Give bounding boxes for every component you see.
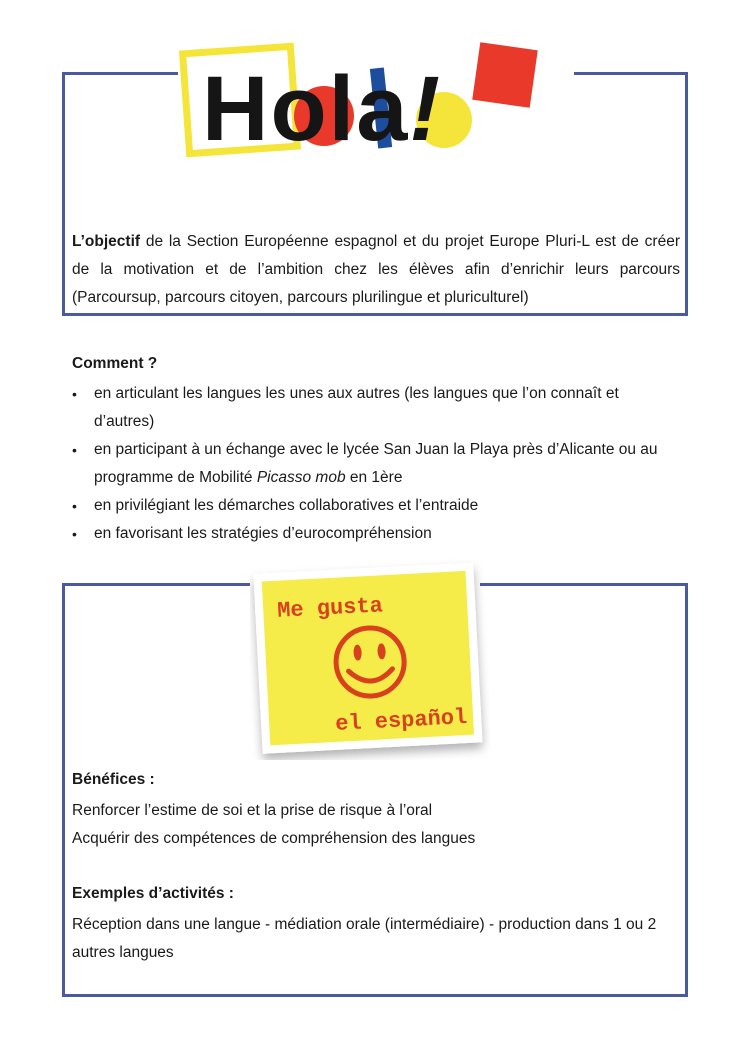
benefit-line-2: Acquérir des compétences de compréhension des langues (72, 830, 476, 847)
hola-text: Hola! (202, 58, 443, 160)
benefit-line-1: Renforcer l’estime de soi et la prise de risque à l’oral (72, 802, 433, 819)
intro-paragraph (72, 228, 680, 312)
list-item: • en privilégiant les démarches collaboratives et l’entraide (72, 492, 682, 520)
intro-text: de la Section Européenne espagnol et du projet Europe Pluri-L est de créer de la motivation et de l’ambition chez les élèves afin d’enrichir leurs parcours (Parcoursup, parcours citoyen, parcours plurilingue et pluriculturel) (72, 233, 680, 306)
examples-text: Réception dans une langue - médiation orale (intermédiaire) - production dans 1 ou 2 autres langues (72, 916, 657, 961)
benefits-heading: Bénéfices : (72, 771, 155, 788)
comment-list (72, 380, 682, 548)
comment-heading: Comment ? (72, 355, 158, 372)
hola-logo (176, 28, 576, 160)
me-gusta-sticker (250, 560, 490, 760)
examples-heading: Exemples d’activités : (72, 885, 234, 902)
list-item: • en participant à un échange avec le lycée San Juan la Playa près d’Alicante ou au programme de Mobilité Picasso mob en 1ère (72, 436, 682, 492)
sticker-line1: Me gusta (276, 593, 384, 624)
sticker-line2: el español (334, 705, 468, 737)
list-item: • en favorisant les stratégies d’eurocompréhension (72, 520, 682, 548)
list-item: • en articulant les langues les unes aux autres (les langues que l’on connaît et d’autres) (72, 380, 682, 436)
intro-lead: L’objectif (72, 233, 141, 250)
